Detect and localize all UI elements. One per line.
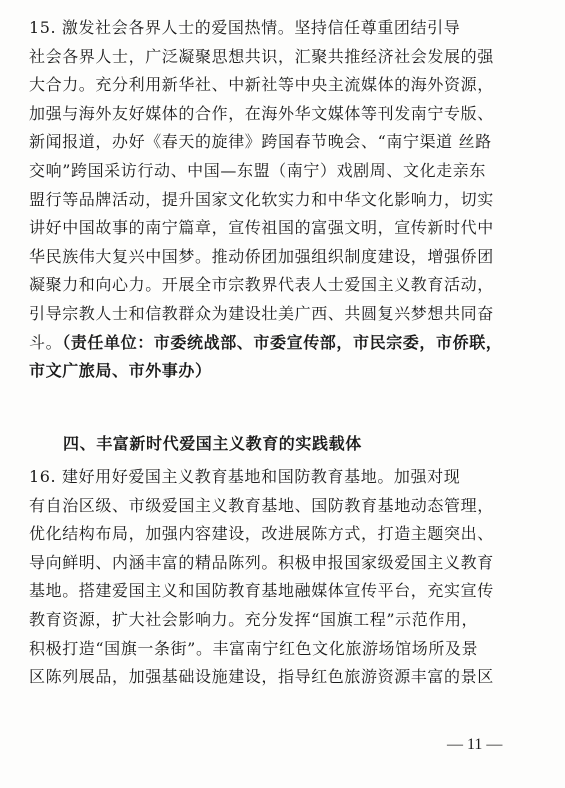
- text-line: 加强与海外友好媒体的合作，在海外华文媒体等刊发南宁专版、: [29, 103, 494, 123]
- text-line: 导向鲜明、内涵丰富的精品陈列。积极申报国家级爱国主义教育: [29, 552, 494, 572]
- text-line: 盟行等品牌活动，提升国家文化软实力和中华文化影响力，切实: [29, 189, 494, 209]
- text-line: 引导宗教人士和信教群众为建设壮美广西、共圆复兴梦想共同奋: [29, 303, 494, 323]
- text-line: 社会各界人士，广泛凝聚思想共识，汇聚共推经济社会发展的强: [29, 46, 494, 66]
- text-line: 新闻报道，办好《春天的旋律》跨国春节晚会、“南宁渠道 丝路: [29, 132, 492, 152]
- responsible-units-continued: 市文广旅局、市外事办）: [29, 361, 212, 381]
- text-line: 凝聚力和向心力。开展全市宗教界代表人士爱国主义教育活动，: [29, 275, 494, 295]
- text-line: 优化结构布局，加强内容建设，改进展陈方式，打造主题突出、: [29, 524, 494, 544]
- text-line: 16. 建好用好爱国主义教育基地和国防教育基地。加强对现: [29, 467, 461, 486]
- text-line: 有自治区级、市级爱国主义教育基地、国防教育基地动态管理，: [29, 495, 494, 515]
- text-line: 交响”跨国采访行动、中国—东盟（南宁）戏剧周、文化走亲东: [29, 160, 486, 180]
- text-line-plain: 斗。: [29, 332, 63, 352]
- section-heading: 四、丰富新时代爱国主义教育的实践载体: [63, 434, 362, 453]
- section-15-paragraph: [29, 14, 537, 386]
- text-line: 讲好中国故事的南宁篇章，宣传祖国的富强文明，宣传新时代中: [29, 218, 494, 238]
- text-line: 15. 激发社会各界人士的爱国热情。坚持信任尊重团结引导: [29, 18, 461, 37]
- text-line: 教育资源，扩大社会影响力。充分发挥“国旗工程”示范作用，: [29, 609, 479, 629]
- responsible-units: （责任单位：市委统战部、市委宣传部，市民宗委，市侨联，: [62, 332, 503, 352]
- page-number: — 11 —: [447, 736, 503, 753]
- section-16-paragraph: [29, 463, 537, 692]
- text-line: 大合力。充分利用新华社、中新社等中央主流媒体的海外资源，: [29, 75, 494, 95]
- text-line: 华民族伟大复兴中国梦。推动侨团加强组织制度建设，增强侨团: [29, 246, 494, 266]
- text-line: 积极打造“国旗一条街”。丰富南宁红色文化旅游场馆场所及景: [29, 638, 479, 658]
- text-line: 基地。搭建爱国主义和国防教育基地融媒体宣传平台，充实宣传: [29, 581, 494, 601]
- text-line: [29, 329, 537, 358]
- text-line: 区陈列展品，加强基础设施建设，指导红色旅游资源丰富的景区: [29, 667, 494, 687]
